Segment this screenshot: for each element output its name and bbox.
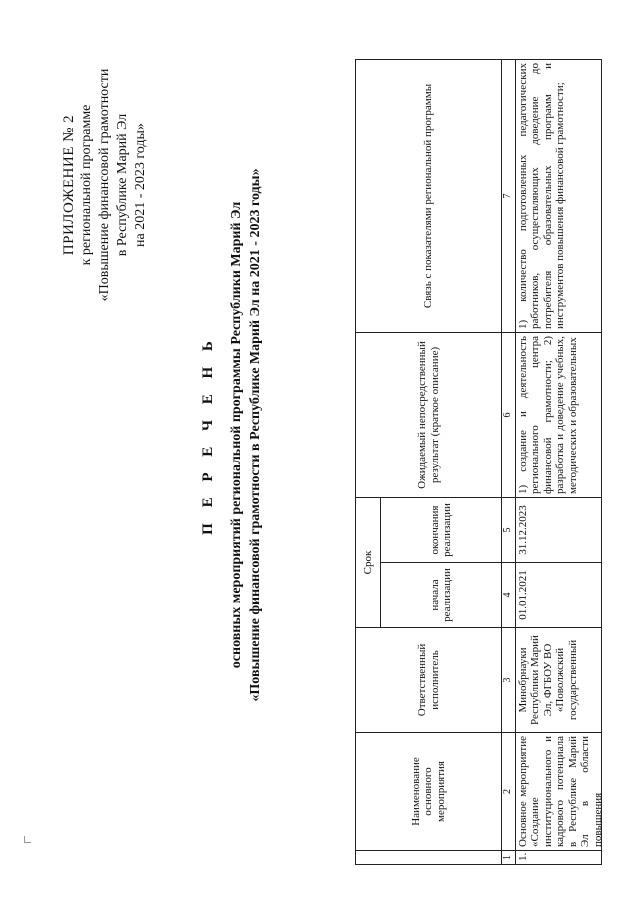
- column-number: 3: [502, 628, 516, 733]
- activities-table: [355, 59, 602, 865]
- row-end-date: 31.12.2023: [515, 498, 601, 563]
- column-number: 2: [502, 733, 516, 851]
- appendix-line: в Республике Марий Эл: [115, 113, 130, 257]
- header-executor: Ответственный исполнитель: [356, 628, 502, 733]
- column-number: 4: [502, 563, 516, 628]
- column-number: 7: [502, 60, 516, 333]
- subtitle-line: «Повышение финансовой грамотности в Республике Марий Эл на 2021 - 2023 годы»: [248, 168, 263, 702]
- table-row: [515, 60, 601, 865]
- row-number: 1.: [515, 851, 601, 865]
- header-name: Наименование основного мероприятия: [356, 733, 502, 851]
- row-executor-cell: [515, 628, 601, 733]
- header-result: Ожидаемый непосредственный результат (краткое описание): [356, 333, 502, 498]
- appendix-block: [60, 50, 150, 320]
- table-header-row: [356, 60, 381, 865]
- column-number: 1: [502, 851, 516, 865]
- row-link: 1) количество подготовленных педагогических работников, осуществляющих доведение до потребителя образовательных программ и инструментов повышения финансовой грамотности;: [516, 63, 566, 329]
- row-result: 1) создание и деятельность регионального центра финансовой грамотности; 2) разработка и доведение учебных, методических и образовательных: [516, 336, 579, 494]
- appendix-number: ПРИЛОЖЕНИЕ № 2: [61, 114, 77, 256]
- column-number-row: [502, 60, 516, 865]
- scan-corner-mark: [24, 836, 31, 843]
- row-name: Основное мероприятие «Создание институционального и кадрового потенциала в Республике Марий Эл в области повышения: [516, 736, 604, 847]
- row-start-date: 01.01.2021: [515, 563, 601, 628]
- appendix-line: к региональной программе: [79, 104, 94, 266]
- row-link-cell: [515, 60, 601, 333]
- column-number: 6: [502, 333, 516, 498]
- document-title: П Е Р Е Ч Е Н Ь: [200, 335, 216, 535]
- document-heading: [200, 55, 265, 815]
- subtitle-line: основных мероприятий региональной программы Республики Марий Эл: [229, 201, 244, 669]
- column-number: 5: [502, 498, 516, 563]
- row-executor: Минобрнауки Республики Марий Эл, ФГБОУ ВО «Поволжский государственный: [516, 635, 579, 725]
- header-term: Срок: [356, 498, 381, 628]
- header-start: начала реализации: [381, 563, 502, 628]
- header-cell: [356, 851, 502, 865]
- row-result-cell: [515, 333, 601, 498]
- appendix-line: «Повышение финансовой грамотности: [97, 68, 112, 302]
- header-link: Связь с показателями региональной программы: [356, 60, 502, 333]
- row-name-cell: [515, 733, 604, 851]
- header-end: окончания реализации: [381, 498, 502, 563]
- document-subtitle: [227, 55, 265, 815]
- appendix-line: на 2021 - 2023 годы»: [133, 123, 148, 247]
